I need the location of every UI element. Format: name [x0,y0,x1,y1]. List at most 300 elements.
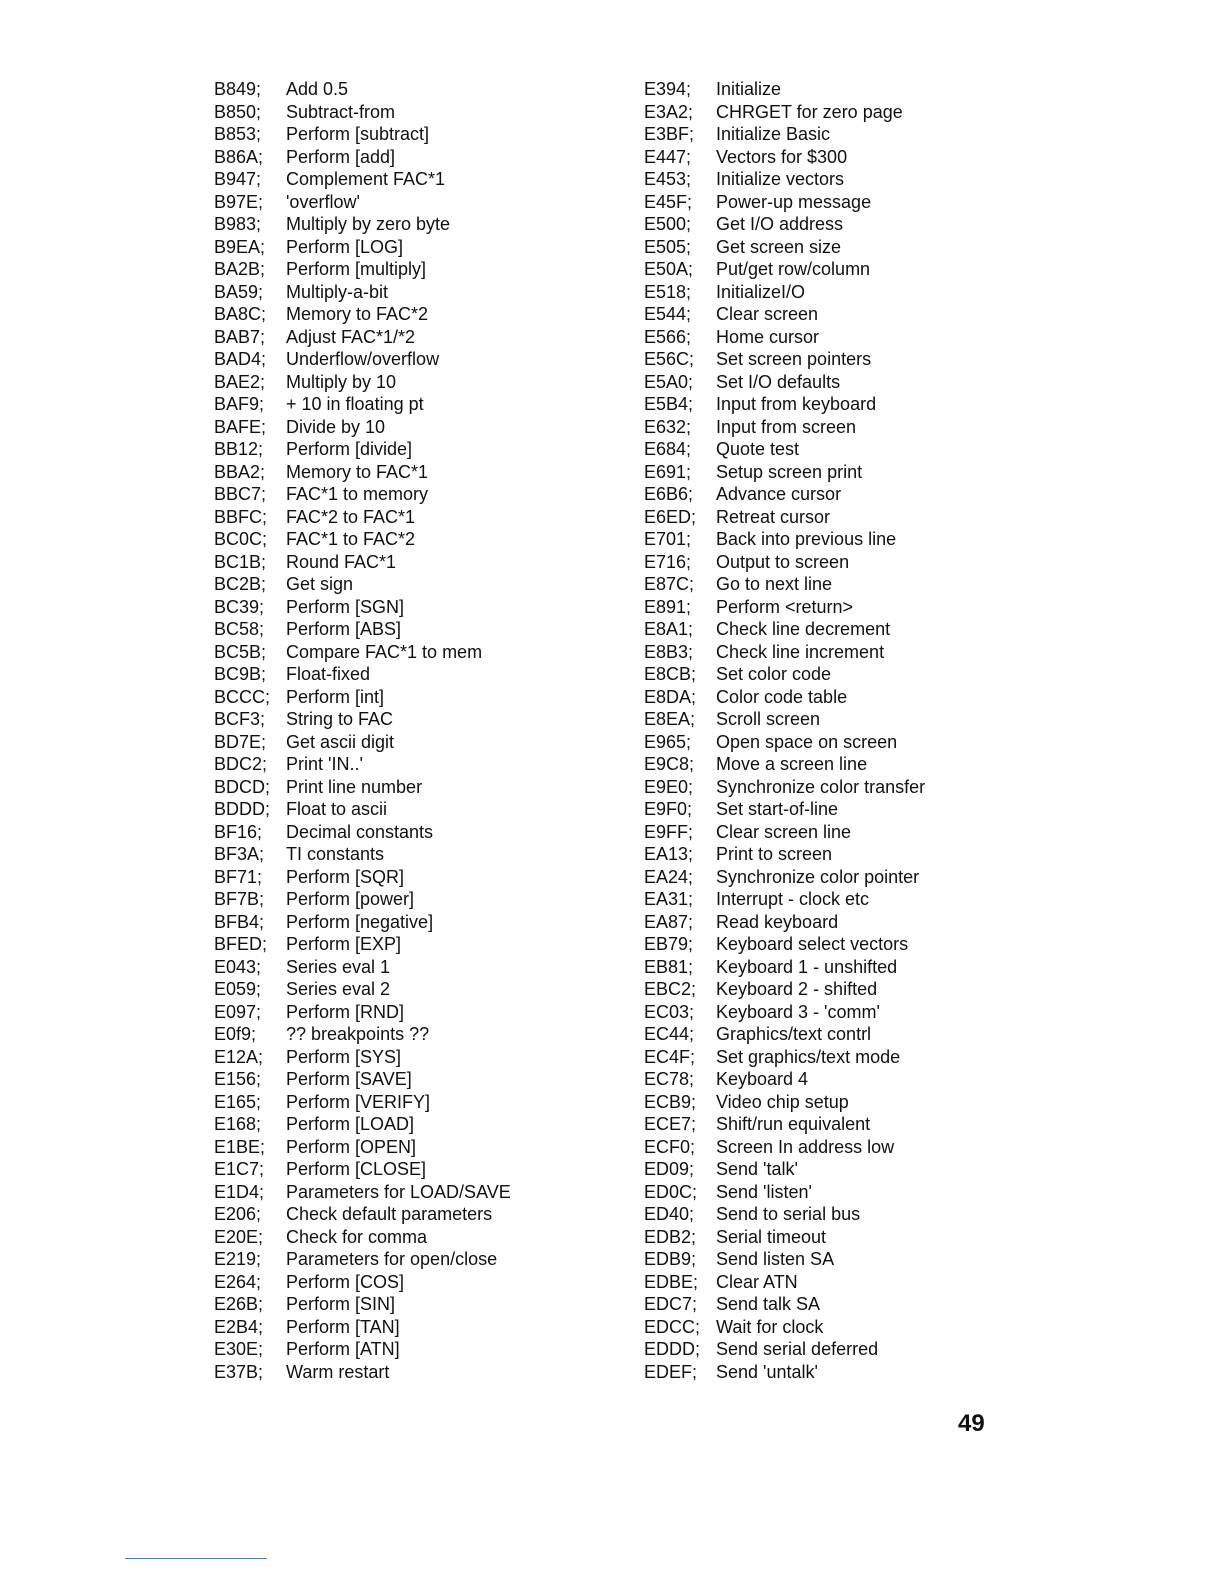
address-label: E219; [214,1249,262,1269]
address-entry [214,1001,511,1024]
address-entry [214,1091,511,1114]
routine-description: Shift/run equivalent [716,1114,871,1134]
routine-description: Multiply-a-bit [286,281,389,302]
routine-description: Retreat cursor [716,506,831,527]
address-label: EC4F; [644,1046,696,1067]
address-entry [644,753,925,776]
address-entry [644,776,925,799]
routine-description: Check line decrement [716,619,891,639]
address-entry [644,596,925,619]
address-label: EDB2; [644,1226,697,1247]
address-entry [214,573,511,596]
address-entry [214,911,511,934]
address-label: E9E0; [644,776,694,797]
address-label: BCCC; [214,686,271,707]
routine-description: Set color code [716,664,832,684]
address-entry [644,933,925,956]
routine-description: Perform [SQR] [286,866,405,887]
address-label: E505; [644,236,692,257]
address-label: E891; [644,596,692,617]
address-label: BC39; [214,596,265,617]
routine-description: Send 'talk' [716,1159,798,1179]
address-label: E453; [644,169,692,189]
address-entry [214,1226,511,1249]
address-entry [214,236,511,259]
routine-description: Move a screen line [716,754,868,774]
routine-description: Perform [CLOSE] [286,1159,427,1179]
address-label: BDC2; [214,754,268,774]
address-entry [214,146,511,169]
routine-description: Perform [SYS] [286,1046,402,1067]
address-label: E264; [214,1271,262,1292]
address-entry [644,101,925,124]
right-address-column [644,78,925,1383]
address-entry [214,281,511,304]
routine-description: Color code table [716,686,848,707]
address-label: E1D4; [214,1181,265,1202]
address-label: E9C8; [644,754,695,774]
address-entry [214,506,511,529]
address-label: E965; [644,731,692,752]
address-label: B853; [214,124,262,144]
routine-description: Wait for clock [716,1316,824,1337]
address-label: EDBE; [644,1271,699,1292]
address-label: E165; [214,1091,262,1112]
routine-description: Divide by 10 [286,416,386,437]
address-entry [644,641,925,664]
address-label: E56C; [644,349,695,369]
address-label: E447; [644,146,692,167]
address-entry [644,461,925,484]
address-entry [644,1023,925,1046]
address-label: EBC2; [644,979,697,999]
routine-description: Keyboard 3 - 'comm' [716,1001,880,1022]
routine-description: Input from screen [716,416,857,437]
address-label: ECF0; [644,1136,696,1157]
address-entry [644,78,925,101]
routine-description: Advance cursor [716,484,842,504]
address-entry [214,438,511,461]
address-label: E566; [644,326,692,347]
routine-description: Get screen size [716,236,842,257]
address-entry [214,1293,511,1316]
routine-description: Perform [ATN] [286,1339,400,1359]
address-entry [214,101,511,124]
address-entry [214,888,511,911]
address-entry [644,1293,925,1316]
address-entry [644,686,925,709]
routine-description: Open space on screen [716,731,898,752]
routine-description: Screen In address low [716,1136,895,1157]
left-address-column [214,78,511,1383]
address-entry [644,1316,925,1339]
address-label: E097; [214,1001,262,1022]
routine-description: Initialize Basic [716,124,831,144]
address-entry [214,551,511,574]
address-label: E1BE; [214,1136,266,1157]
routine-description: Print line number [286,776,423,797]
address-entry [214,371,511,394]
address-entry [644,326,925,349]
routine-description: Perform [int] [286,686,385,707]
address-label: E8B3; [644,641,694,662]
address-label: E3A2; [644,101,694,122]
address-label: E701; [644,529,692,549]
address-label: BA2B; [214,259,266,279]
address-label: BC5B; [214,641,267,662]
address-label: EB79; [644,934,694,954]
routine-description: Send serial deferred [716,1339,879,1359]
address-entry [644,1361,925,1384]
address-label: BAD4; [214,349,267,369]
address-entry [214,596,511,619]
routine-description: Add 0.5 [286,79,349,99]
routine-description: Print 'IN..' [286,754,363,774]
address-label: B947; [214,169,262,189]
routine-description: Float-fixed [286,664,371,684]
address-entry [214,663,511,686]
routine-description: Perform [EXP] [286,934,402,954]
page-number: 49 [958,1410,985,1437]
address-label: EC78; [644,1069,695,1089]
routine-description: Round FAC*1 [286,551,397,572]
routine-description: Check line increment [716,641,885,662]
address-entry [214,753,511,776]
address-entry [644,911,925,934]
routine-description: CHRGET for zero page [716,101,903,122]
routine-description: Check for comma [286,1226,428,1247]
routine-description: Keyboard 4 [716,1069,809,1089]
address-label: BF3A; [214,844,265,864]
address-entry [644,708,925,731]
address-label: E632; [644,416,692,437]
address-entry [644,1091,925,1114]
address-entry [644,888,925,911]
address-label: EDB9; [644,1249,697,1269]
address-entry [644,281,925,304]
address-entry [214,123,511,146]
address-label: E716; [644,551,692,572]
routine-description: Set graphics/text mode [716,1046,901,1067]
routine-description: Decimal constants [286,821,434,842]
routine-description: Perform [TAN] [286,1316,400,1337]
address-label: E684; [644,439,692,459]
address-entry [644,506,925,529]
routine-description: Underflow/overflow [286,349,440,369]
address-label: BBFC; [214,506,268,527]
address-label: E168; [214,1114,262,1134]
address-entry [644,1203,925,1226]
address-label: ED0C; [644,1181,698,1202]
address-label: BB12; [214,439,264,459]
address-label: BAE2; [214,371,266,392]
routine-description: Perform [power] [286,889,415,909]
address-entry [214,956,511,979]
address-entry [214,213,511,236]
routine-description: String to FAC [286,709,394,729]
routine-description: Multiply by 10 [286,371,397,392]
routine-description: Perform [LOAD] [286,1114,415,1134]
routine-description: TI constants [286,844,385,864]
address-label: BA59; [214,281,264,302]
address-label: BDCD; [214,776,271,797]
routine-description: Clear screen [716,304,819,324]
routine-description: Get ascii digit [286,731,395,752]
address-entry [644,416,925,439]
address-entry [644,1113,925,1136]
routine-description: Complement FAC*1 [286,169,446,189]
routine-description: Perform [LOG] [286,236,404,257]
routine-description: Memory to FAC*2 [286,304,429,324]
address-label: EB81; [644,956,694,977]
routine-description: Input from keyboard [716,394,877,414]
routine-description: Video chip setup [716,1091,849,1112]
routine-description: Graphics/text contrl [716,1024,872,1044]
address-label: E1C7; [214,1159,265,1179]
address-label: BFED; [214,934,268,954]
address-entry [214,731,511,754]
address-entry [214,641,511,664]
address-entry [644,123,925,146]
address-entry [644,483,925,506]
address-entry [214,798,511,821]
routine-description: Set I/O defaults [716,371,841,392]
routine-description: Interrupt - clock etc [716,889,870,909]
address-label: E9F0; [644,799,693,819]
address-entry [214,303,511,326]
address-entry [644,731,925,754]
routine-description: Clear ATN [716,1271,798,1292]
routine-description: Perform [add] [286,146,396,167]
address-entry [214,528,511,551]
address-entry [214,1361,511,1384]
routine-description: Parameters for open/close [286,1249,498,1269]
routine-description: Perform [ABS] [286,619,402,639]
routine-description: Set start-of-line [716,799,839,819]
address-entry [644,348,925,371]
address-label: EA31; [644,889,694,909]
address-entry [644,551,925,574]
routine-description: Perform [divide] [286,439,413,459]
address-label: EDEF; [644,1361,698,1382]
routine-description: Float to ascii [286,799,388,819]
address-label: E0f9; [214,1024,257,1044]
address-entry [644,236,925,259]
address-entry [644,1136,925,1159]
routine-description: Send listen SA [716,1249,835,1269]
address-entry [644,168,925,191]
address-entry [644,146,925,169]
address-label: B9EA; [214,236,266,257]
address-entry [644,573,925,596]
routine-description: Perform [SGN] [286,596,405,617]
address-entry [214,1158,511,1181]
address-label: E30E; [214,1339,264,1359]
address-label: BC1B; [214,551,267,572]
routine-description: 'overflow' [286,191,360,212]
routine-description: Synchronize color pointer [716,866,920,887]
routine-description: Initialize vectors [716,169,845,189]
routine-description: Go to next line [716,574,833,594]
routine-description: Scroll screen [716,709,821,729]
address-label: E3BF; [644,124,695,144]
address-label: BAB7; [214,326,266,347]
address-label: B983; [214,214,262,234]
address-entry [214,1023,511,1046]
address-label: BFB4; [214,911,265,932]
routine-description: Memory to FAC*1 [286,461,429,482]
address-label: E394; [644,79,692,99]
address-label: E5A0; [644,371,694,392]
address-label: BD7E; [214,731,267,752]
address-entry [644,798,925,821]
routine-description: Perform [SAVE] [286,1069,412,1089]
routine-description: FAC*1 to memory [286,484,429,504]
address-label: BC0C; [214,529,268,549]
address-entry [644,663,925,686]
address-label: BA8C; [214,304,267,324]
address-entry [644,866,925,889]
address-label: E5B4; [644,394,694,414]
address-label: ED40; [644,1204,695,1224]
address-label: BF7B; [214,889,265,909]
address-entry [214,866,511,889]
routine-description: Perform [negative] [286,911,434,932]
routine-description: Subtract-from [286,101,396,122]
address-entry [214,1068,511,1091]
address-label: E6B6; [644,484,694,504]
address-entry [214,461,511,484]
address-label: BAF9; [214,394,265,414]
address-label: E8CB; [644,664,697,684]
address-entry [214,168,511,191]
address-entry [214,1181,511,1204]
address-label: E50A; [644,259,694,279]
address-entry [214,258,511,281]
address-label: E518; [644,281,692,302]
address-label: BC58; [214,619,265,639]
address-entry [644,1181,925,1204]
address-label: BCF3; [214,709,266,729]
routine-description: Multiply by zero byte [286,214,451,234]
address-entry [644,618,925,641]
address-entry [214,1316,511,1339]
routine-description: Read keyboard [716,911,839,932]
address-entry [214,821,511,844]
address-label: ECE7; [644,1114,697,1134]
address-entry [214,393,511,416]
routine-description: Parameters for LOAD/SAVE [286,1181,511,1202]
address-label: BBA2; [214,461,266,482]
address-entry [644,438,925,461]
routine-description: Warm restart [286,1361,390,1382]
routine-description: FAC*1 to FAC*2 [286,529,416,549]
routine-description: Home cursor [716,326,820,347]
address-label: EA87; [644,911,694,932]
routine-description: FAC*2 to FAC*1 [286,506,416,527]
routine-description: Keyboard 2 - shifted [716,979,878,999]
address-label: BC2B; [214,574,267,594]
routine-description: Perform <return> [716,596,854,617]
routine-description: Quote test [716,439,800,459]
address-entry [644,528,925,551]
routine-description: Synchronize color transfer [716,776,926,797]
address-label: B850; [214,101,262,122]
address-entry [214,1113,511,1136]
routine-description: Output to screen [716,551,850,572]
address-entry [214,1338,511,1361]
address-entry [214,686,511,709]
routine-description: + 10 in floating pt [286,394,424,414]
address-label: E87C; [644,574,695,594]
routine-description: Back into previous line [716,529,897,549]
routine-description: ?? breakpoints ?? [286,1024,430,1044]
address-label: ED09; [644,1159,695,1179]
address-label: EDCC; [644,1316,701,1337]
address-entry [214,416,511,439]
address-entry [644,956,925,979]
address-entry [214,776,511,799]
address-entry [644,1226,925,1249]
routine-description: Send to serial bus [716,1204,861,1224]
address-entry [644,393,925,416]
routine-description: Series eval 2 [286,979,391,999]
footer-rule [125,1558,267,1559]
address-entry [644,213,925,236]
routine-description: Initialize [716,79,782,99]
address-entry [644,371,925,394]
address-label: B86A; [214,146,264,167]
address-entry [644,258,925,281]
address-entry [214,326,511,349]
address-label: E544; [644,304,692,324]
address-entry [214,1248,511,1271]
address-label: BF71; [214,866,263,887]
routine-description: Vectors for $300 [716,146,848,167]
address-label: E26B; [214,1294,264,1314]
address-label: E691; [644,461,692,482]
routine-description: Put/get row/column [716,259,871,279]
routine-description: Check default parameters [286,1204,493,1224]
routine-description: Send talk SA [716,1294,821,1314]
address-label: BBC7; [214,484,267,504]
routine-description: Perform [COS] [286,1271,405,1292]
address-label: E45F; [644,191,693,212]
address-entry [214,1136,511,1159]
address-entry [214,1046,511,1069]
address-entry [214,618,511,641]
routine-description: Perform [OPEN] [286,1136,417,1157]
address-entry [644,843,925,866]
routine-description: Perform [SIN] [286,1294,396,1314]
address-label: E8EA; [644,709,696,729]
address-label: E500; [644,214,692,234]
address-label: B849; [214,79,262,99]
address-entry [214,708,511,731]
routine-description: Perform [VERIFY] [286,1091,431,1112]
address-entry [214,483,511,506]
routine-description: Clear screen line [716,821,852,842]
routine-description: Set screen pointers [716,349,872,369]
routine-description: InitializeI/O [716,281,806,302]
routine-description: Keyboard select vectors [716,934,909,954]
routine-description: Perform [multiply] [286,259,427,279]
address-label: EA24; [644,866,694,887]
routine-description: Compare FAC*1 to mem [286,641,483,662]
address-label: E8DA; [644,686,697,707]
routine-description: Series eval 1 [286,956,391,977]
address-label: BC9B; [214,664,267,684]
